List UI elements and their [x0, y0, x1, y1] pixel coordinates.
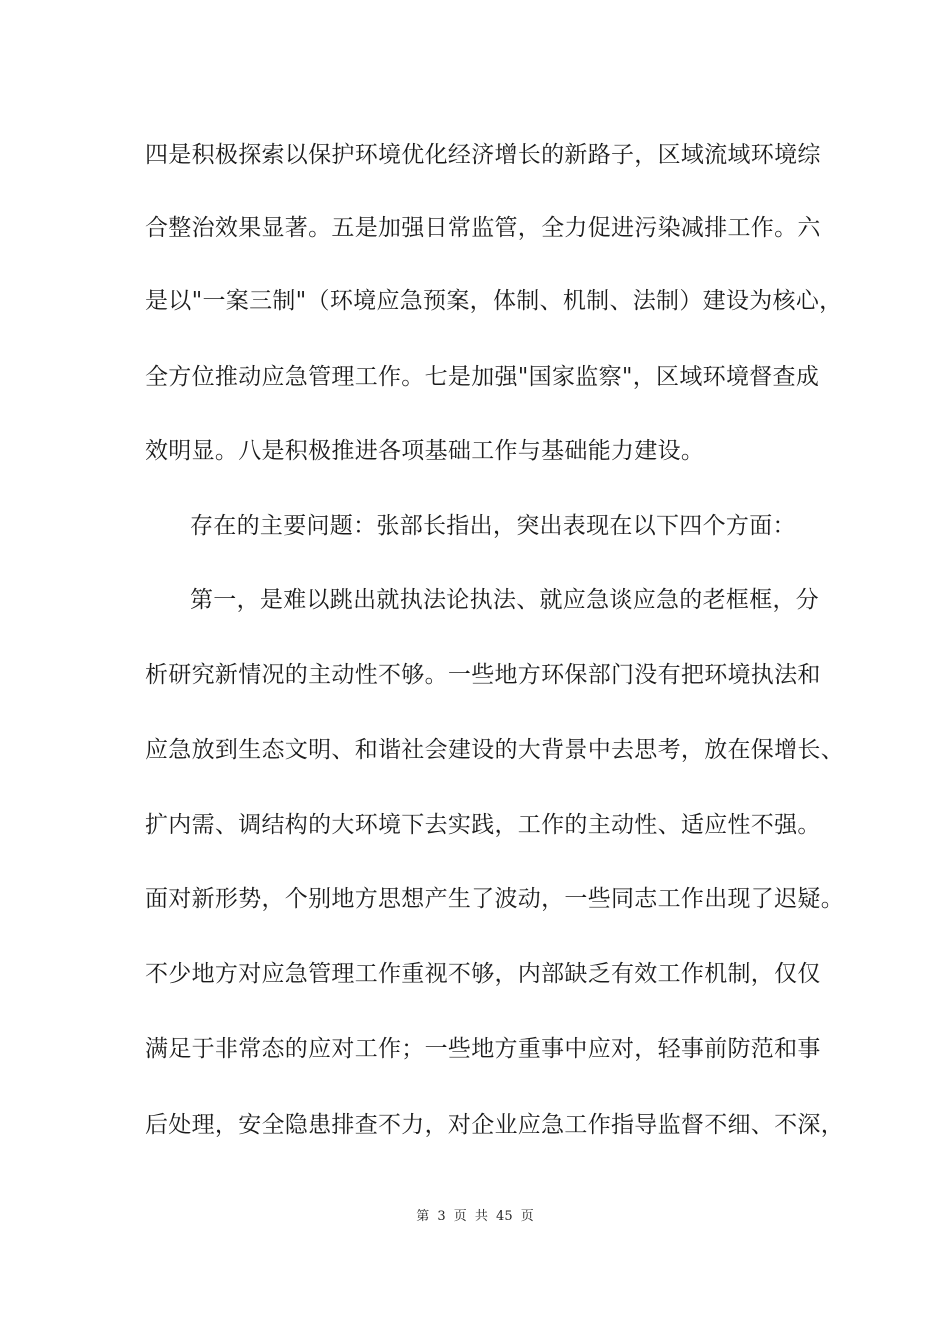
text-line: 第一，是难以跳出就执法论执法、就应急谈应急的老框框，分 [190, 587, 820, 613]
page-number-footer: 第 3 页 共 45 页 [416, 1209, 534, 1224]
text-line: 四是积极探索以保护环境优化经济增长的新路子，区域流域环境综 [145, 142, 821, 168]
text-line: 应急放到生态文明、和谐社会建设的大背景中去思考，放在保增长、 [145, 737, 844, 763]
text-line: 不少地方对应急管理工作重视不够，内部缺乏有效工作机制，仅仅 [145, 961, 821, 987]
text-line: 合整治效果显著。五是加强日常监管，全力促进污染减排工作。六 [145, 215, 821, 241]
text-line: 面对新形势，个别地方思想产生了波动，一些同志工作出现了迟疑。 [145, 886, 844, 912]
text-line: 全方位推动应急管理工作。七是加强"国家监察"，区域环境督查成 [145, 364, 820, 390]
text-line: 扩内需、调结构的大环境下去实践，工作的主动性、适应性不强。 [145, 812, 821, 838]
text-line: 效明显。八是积极推进各项基础工作与基础能力建设。 [145, 438, 705, 464]
paragraph-heading: 存在的主要问题：张部长指出，突出表现在以下四个方面： [190, 513, 796, 539]
text-line: 析研究新情况的主动性不够。一些地方环保部门没有把环境执法和 [145, 662, 821, 688]
text-line: 后处理，安全隐患排查不力，对企业应急工作指导监督不细、不深， [145, 1112, 844, 1138]
text-line: 是以"一案三制"（环境应急预案，体制、机制、法制）建设为核心， [145, 288, 843, 314]
text-line: 满足于非常态的应对工作；一些地方重事中应对，轻事前防范和事 [145, 1036, 821, 1062]
